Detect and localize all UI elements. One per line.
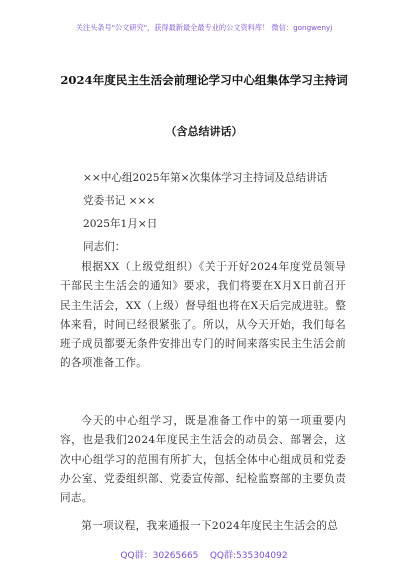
author-line: 党委书记 ××× [83, 195, 156, 207]
salutation: 同志们： [83, 241, 126, 253]
heading-line: ××中心组2025年第×次集体学习主持词及总结讲话 [83, 172, 328, 184]
document-title: 2024年度民主生活会前理论学习中心组集体学习主持词 [60, 73, 348, 87]
paragraph-2: 今天的中心组学习，既是准备工作中的第一项重要内容，也是我们2024年度民主生活会的动员会、部署会，这次中心组学习的范围有所扩大，包括全体中心组成员和党委办公室、党委组织部、党委宣传部、纪检监察部的主要负责同志。 [60, 415, 346, 505]
header-banner: 关注头条号"公文研究"，获得最新最全最专业的公文资料库！ 微信：gongwenyj [75, 23, 333, 32]
paragraph-1: 根据XX（上级党组织）《关于开好2024年度党员领导干部民主生活会的通知》要求，我们将要在X月X日前召开民主生活会，XX（上级）督导组也将在X天后完成进驻。整体来看，时间已经很紧张了。所以，从今天开始，我们每名班子成员都要无条件安排出专门的时间来落实民主生活会前的各项准备工作。 [60, 261, 346, 370]
date-line: 2025年1月×日 [83, 218, 158, 230]
paragraph-3: 第一项议程，我来通报一下2024年度民主生活会的总 [81, 520, 339, 532]
footer-contact: QQ群：30265665 QQ群:535304092 [120, 551, 288, 561]
document-subtitle: （含总结讲话） [165, 125, 243, 138]
